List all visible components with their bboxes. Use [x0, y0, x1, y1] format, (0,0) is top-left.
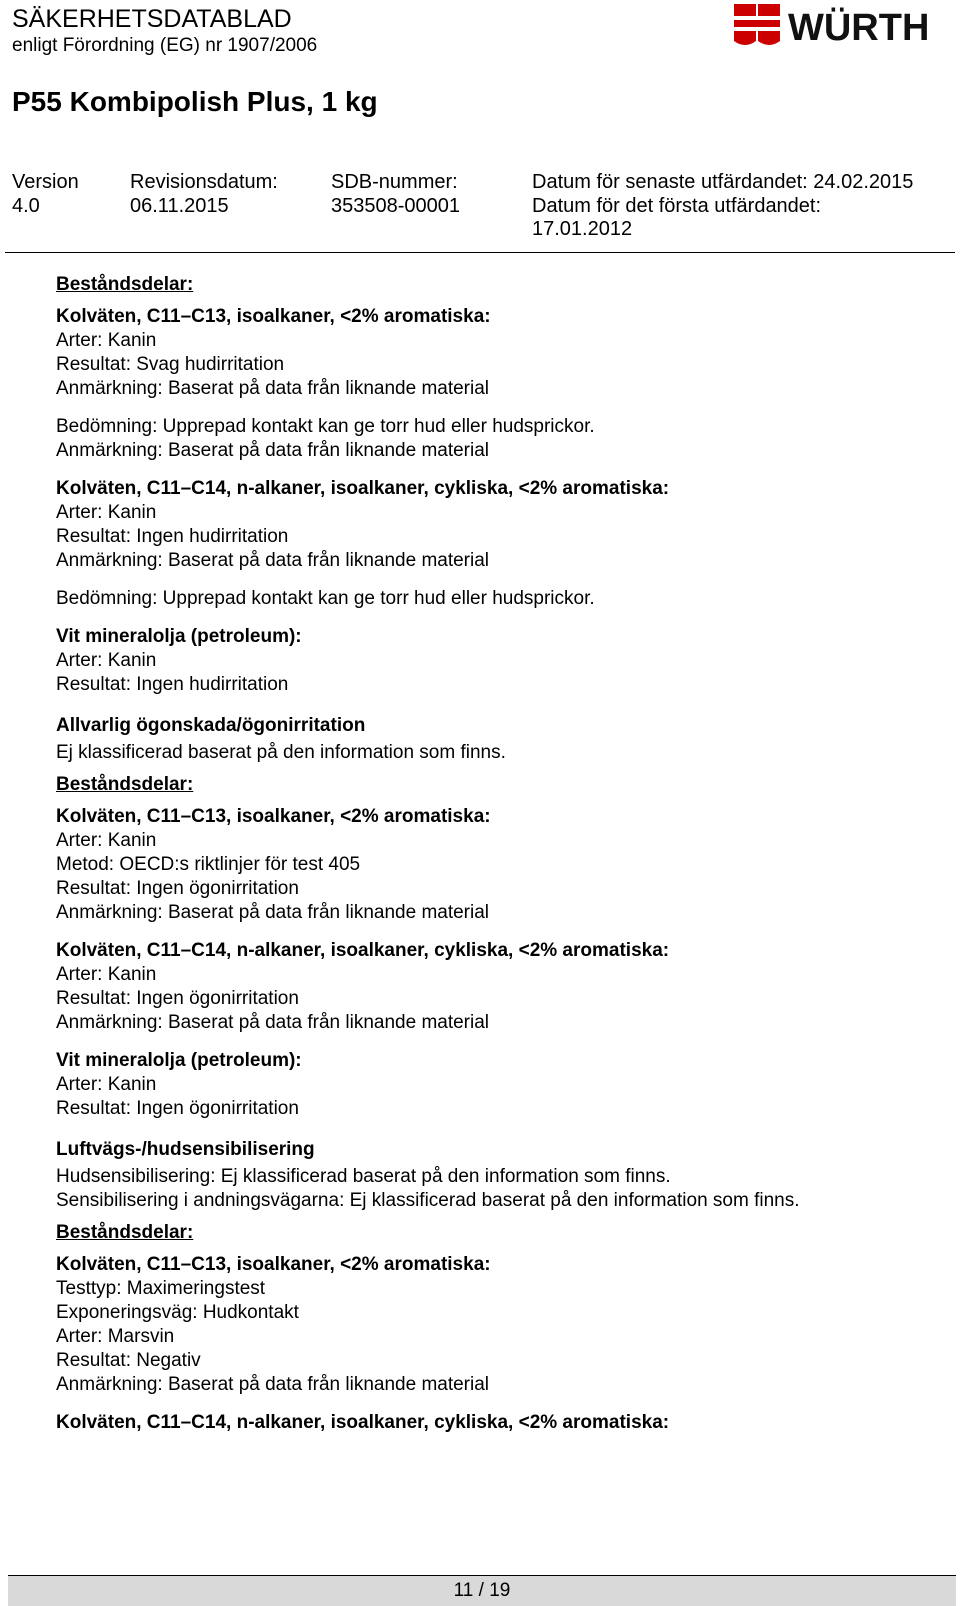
- result: Resultat: Svag hudirritation: [56, 354, 285, 375]
- species: Arter: Kanin: [56, 964, 157, 985]
- result: Resultat: Ingen hudirritation: [56, 674, 289, 695]
- product-name: P55 Kombipolish Plus, 1 kg: [12, 86, 378, 117]
- test-type: Testtyp: Maximeringstest: [56, 1278, 266, 1299]
- species: Arter: Kanin: [56, 830, 157, 851]
- page-footer: [8, 1575, 956, 1606]
- components-heading: Beståndsdelar:: [56, 774, 194, 795]
- species: Arter: Kanin: [56, 330, 157, 351]
- result: Resultat: Ingen ögonirritation: [56, 988, 299, 1009]
- remark: Anmärkning: Baserat på data från liknande material: [56, 1374, 490, 1395]
- document-title: SÄKERHETSDATABLAD: [12, 5, 292, 33]
- section-heading-eye: Allvarlig ögonskada/ögonirritation: [56, 715, 366, 736]
- components-heading: Beståndsdelar:: [56, 1222, 194, 1243]
- result: Resultat: Ingen ögonirritation: [56, 878, 299, 899]
- revision-label: Revisionsdatum:: [130, 171, 278, 193]
- version-value: 4.0: [12, 195, 40, 217]
- wurth-logo-mark-icon: [734, 4, 780, 45]
- species: Arter: Kanin: [56, 650, 157, 671]
- component-name: Vit mineralolja (petroleum):: [56, 1050, 302, 1071]
- document-body: [56, 273, 946, 1435]
- exposure-route: Exponeringsväg: Hudkontakt: [56, 1302, 299, 1323]
- component-name: Kolväten, C11–C14, n-alkaner, isoalkaner, cykliska, <2% aromatiska:: [56, 478, 670, 499]
- component-name: Vit mineralolja (petroleum):: [56, 626, 302, 647]
- component-name: Kolväten, C11–C13, isoalkaner, <2% aromatiska:: [56, 1254, 491, 1275]
- sdb-label: SDB-nummer:: [331, 171, 458, 193]
- section-heading-sensitisation: Luftvägs-/hudsensibilisering: [56, 1139, 315, 1160]
- remark: Anmärkning: Baserat på data från liknande material: [56, 440, 490, 461]
- component-name: Kolväten, C11–C14, n-alkaner, isoalkaner, cykliska, <2% aromatiska:: [56, 1412, 670, 1433]
- remark: Anmärkning: Baserat på data från liknande material: [56, 378, 490, 399]
- species: Arter: Kanin: [56, 502, 157, 523]
- components-heading: Beståndsdelar:: [56, 274, 194, 295]
- component-name: Kolväten, C11–C13, isoalkaner, <2% aromatiska:: [56, 806, 491, 827]
- respiratory-sensitisation: Sensibilisering i andningsvägarna: Ej klassificerad baserat på den information som finns.: [56, 1190, 800, 1211]
- result: Resultat: Ingen ögonirritation: [56, 1098, 299, 1119]
- sdb-value: 353508-00001: [331, 195, 461, 217]
- wurth-logo: [732, 0, 952, 52]
- result: Resultat: Negativ: [56, 1350, 201, 1371]
- header-divider: [5, 252, 955, 253]
- remark: Anmärkning: Baserat på data från liknande material: [56, 902, 490, 923]
- regulation-subtitle: enligt Förordning (EG) nr 1907/2006: [12, 35, 318, 56]
- version-label: Version: [12, 171, 79, 193]
- species: Arter: Marsvin: [56, 1326, 175, 1347]
- remark: Anmärkning: Baserat på data från liknande material: [56, 550, 490, 571]
- first-issue-label: Datum för det första utfärdandet:: [532, 195, 822, 217]
- method: Metod: OECD:s riktlinjer för test 405: [56, 854, 361, 875]
- classification: Ej klassificerad baserat på den information som finns.: [56, 742, 506, 763]
- remark: Anmärkning: Baserat på data från liknande material: [56, 1012, 490, 1033]
- component-name: Kolväten, C11–C14, n-alkaner, isoalkaner, cykliska, <2% aromatiska:: [56, 940, 670, 961]
- latest-issue-date: Datum för senaste utfärdandet: 24.02.2015: [532, 171, 914, 193]
- species: Arter: Kanin: [56, 1074, 157, 1095]
- assessment: Bedömning: Upprepad kontakt kan ge torr hud eller hudsprickor.: [56, 588, 595, 609]
- revision-value: 06.11.2015: [130, 195, 229, 217]
- result: Resultat: Ingen hudirritation: [56, 526, 289, 547]
- skin-sensitisation: Hudsensibilisering: Ej klassificerad baserat på den information som finns.: [56, 1166, 671, 1187]
- assessment: Bedömning: Upprepad kontakt kan ge torr hud eller hudsprickor.: [56, 416, 595, 437]
- first-issue-value: 17.01.2012: [532, 218, 633, 240]
- brand-wordmark: WÜRTH: [788, 7, 930, 49]
- page-number: 11 / 19: [453, 1580, 511, 1601]
- component-name: Kolväten, C11–C13, isoalkaner, <2% aromatiska:: [56, 306, 491, 327]
